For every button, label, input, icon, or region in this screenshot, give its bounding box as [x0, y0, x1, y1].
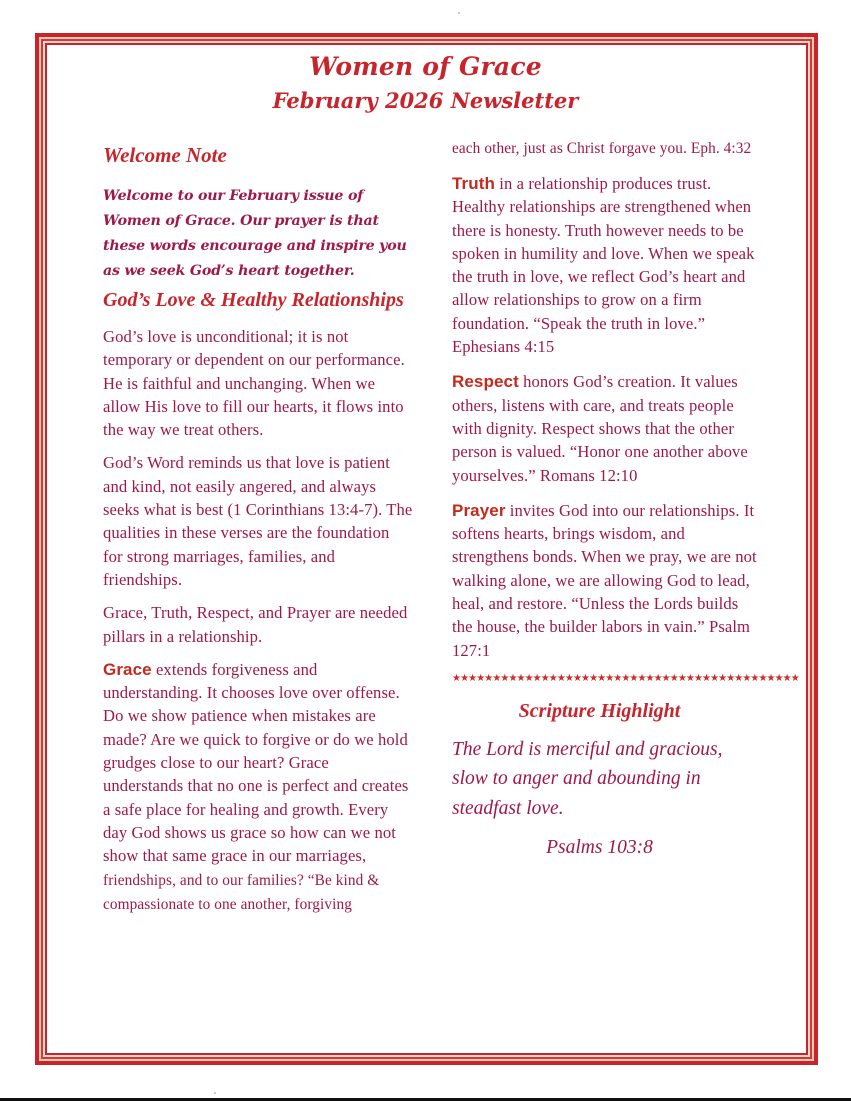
grace-keyword: Grace	[103, 659, 152, 679]
grace-text: extends forgiveness and understanding. It chooses love over offense. Do we show patience when mistakes are made? Are we quick to forgive or do we hold grudges close to our heart? Grace understands that no one is perfect and creates a safe place for healing and growth. Every day God shows us grace so how can we not show that same grace in our marriages,	[103, 659, 409, 866]
respect-keyword: Respect	[452, 372, 519, 392]
prayer-keyword: Prayer	[452, 500, 506, 520]
love-paragraph: God’s love is unconditional; it is not temporary or dependent on our performance. He is faithful and unchanging. When we allow His love to fill our hearts, it flows into the way we treat others.	[103, 327, 405, 440]
right-column	[452, 138, 799, 859]
scripture-text: The Lord is merciful and gracious, slow to anger and abounding in steadfast love.	[452, 738, 723, 819]
prayer-paragraph	[452, 499, 757, 662]
scripture-heading: Scripture Highlight	[518, 699, 681, 722]
grace-text-small: friendships, and to our families? “Be kind & compassionate to one another, forgiving	[103, 871, 380, 913]
grace-continued: each other, just as Christ forgave you. Eph. 4:32	[452, 140, 752, 157]
respect-paragraph	[452, 370, 757, 486]
welcome-text: Welcome to our February issue of Women of Grace. Our prayer is that these words encourage and inspire you as we seek God’s heart together.	[103, 188, 407, 279]
truth-paragraph	[452, 172, 757, 358]
truth-text: in a relationship produces trust. Healthy relationships are strengthened when there is honesty. Truth however needs to be spoken in humility and love. When we speak the truth in love, we reflect God’s heart and allow relationships to grow on a firm foundation. “Speak the truth in love.” Ephesians 4:15	[452, 174, 755, 357]
scan-speck	[458, 12, 460, 14]
left-column	[103, 140, 413, 916]
newsletter-title: Women of Grace	[309, 52, 542, 81]
newsletter-subtitle: February 2026 Newsletter	[272, 88, 579, 113]
star-divider: ★★★★★★★★★★★★★★★★★★★★★★★★★★★★★★★★★★★★★★★★★★★	[452, 672, 799, 684]
word-paragraph: God’s Word reminds us that love is patient and kind, not easily angered, and always seeks what is best (1 Corinthians 13:4-7). The qualities in these verses are the foundation for strong marriages, families, and friendships.	[103, 453, 413, 589]
truth-keyword: Truth	[452, 174, 495, 193]
respect-text: honors God’s creation. It values others, listens with care, and treats people with dignity. Respect shows that the other person is valued. “Honor one another above yourselves.” Romans 12:10	[452, 372, 748, 485]
welcome-heading: Welcome Note	[103, 143, 227, 167]
scripture-reference: Psalms 103:8	[546, 837, 653, 859]
scan-speck	[214, 1092, 216, 1094]
love-relationships-heading: God’s Love & Healthy Relationships	[103, 289, 404, 311]
grace-paragraph	[103, 658, 413, 916]
prayer-text: invites God into our relationships. It softens hearts, brings wisdom, and strengthens bonds. When we pray, we are not walking alone, we are allowing God to lead, heal, and restore. “Unless the Lords builds the house, the builder labors in vain.” Psalm 127:1	[452, 500, 757, 660]
pillars-paragraph: Grace, Truth, Respect, and Prayer are needed pillars in a relationship.	[103, 603, 408, 646]
